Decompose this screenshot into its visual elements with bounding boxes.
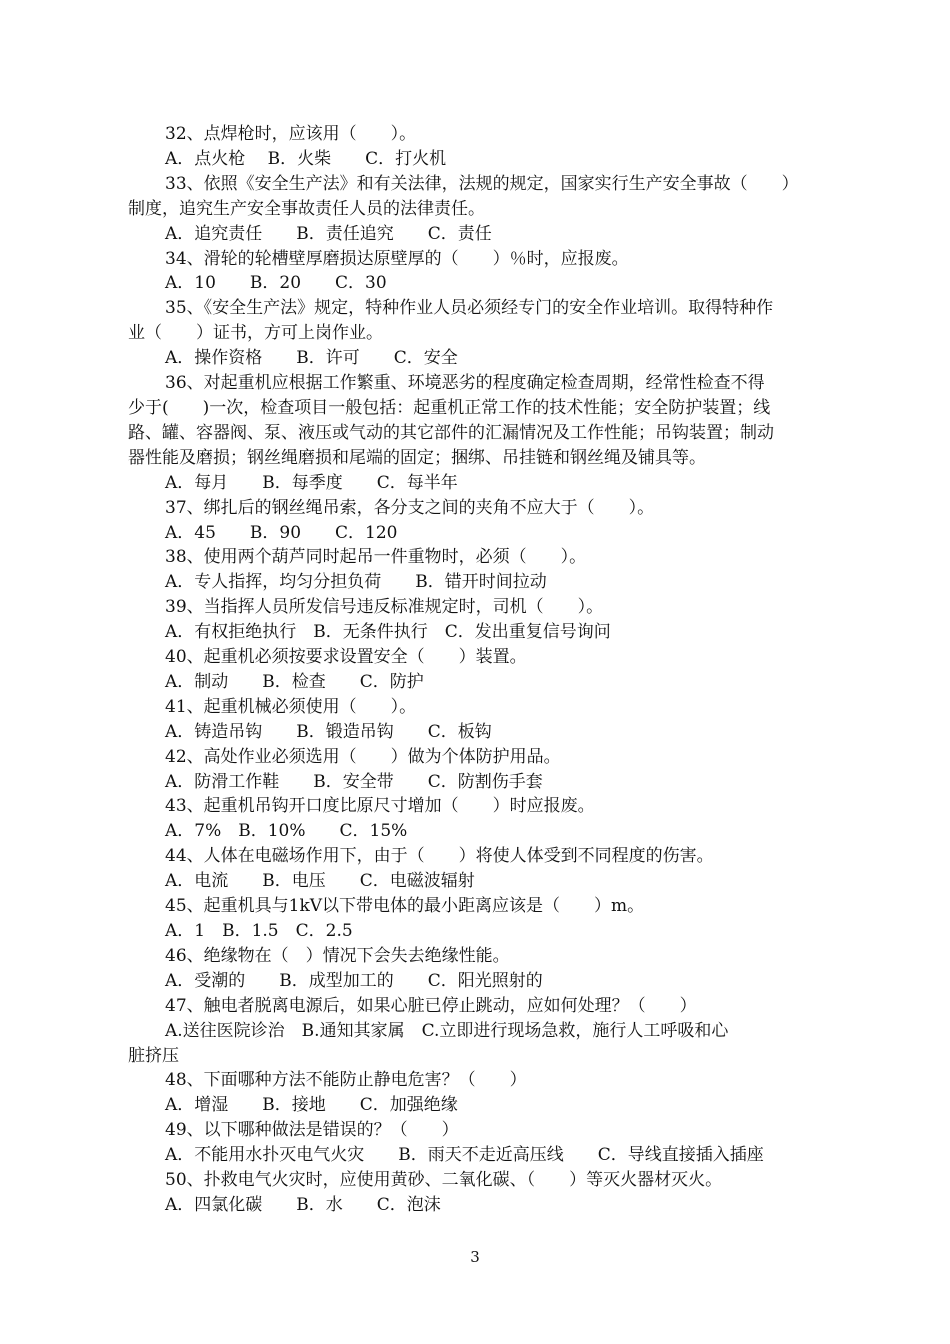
question-text: 39、当指挥人员所发信号违反标准规定时，司机（ ）。 (165, 597, 604, 618)
answer-options: A．追究责任 B．责任追究 C．责任 (165, 223, 492, 244)
answer-options: A．不能用水扑灭电气火灾 B．雨天不走近高压线 C．导线直接插入插座 (165, 1145, 764, 1166)
question-continuation: 业（ ）证书，方可上岗作业。 (128, 323, 383, 344)
question-text: 36、对起重机应根据工作繁重、环境恶劣的程度确定检查周期，经常性检查不得 (165, 373, 765, 394)
answer-options: A.送往医院诊治 B.通知其家属 C.立即进行现场急救，施行人工呼吸和心 (165, 1020, 729, 1041)
question-text: 43、起重机吊钩开口度比原尺寸增加（ ）时应报废。 (165, 796, 595, 817)
question-continuation: 器性能及磨损；钢丝绳磨损和尾端的固定；捆绑、吊挂链和钢丝绳及铺具等。 (128, 447, 706, 468)
answer-options: A．有权拒绝执行 B．无条件执行 C．发出重复信号询问 (165, 622, 611, 643)
answer-options: A．每月 B．每季度 C．每半年 (165, 472, 458, 493)
question-text: 40、起重机必须按要求设置安全（ ）装置。 (165, 647, 527, 668)
answer-options: A．7% B．10% C．15% (165, 821, 408, 842)
answer-options: A．制动 B．检查 C．防护 (165, 671, 424, 692)
question-text: 47、触电者脱离电源后，如果心脏已停止跳动，应如何处理？（ ） (165, 995, 697, 1016)
question-continuation: 制度，追究生产安全事故责任人员的法律责任。 (128, 198, 485, 219)
question-text: 34、滑轮的轮槽壁厚磨损达原壁厚的（ ）％时，应报废。 (165, 248, 629, 269)
question-continuation: 路、罐、容器阀、泵、液压或气动的其它部件的汇漏情况及工作性能；吊钩装置；制动 (128, 422, 774, 443)
question-text: 46、绝缘物在（ ）情况下会失去绝缘性能。 (165, 945, 510, 966)
question-text: 35、《安全生产法》规定，特种作业人员必须经专门的安全作业培训。取得特种作 (165, 298, 774, 319)
question-text: 38、使用两个葫芦同时起吊一件重物时，必须（ ）。 (165, 547, 587, 568)
answer-options: A．铸造吊钩 B．锻造吊钩 C．板钩 (165, 721, 492, 742)
answer-options: A．操作资格 B．许可 C．安全 (165, 348, 458, 369)
question-text: 33、依照《安全生产法》和有关法律，法规的规定，国家实行生产安全事故（ ） (165, 173, 799, 194)
answer-options: A．1 B．1.5 C．2.5 (165, 921, 353, 941)
question-text: 44、人体在电磁场作用下，由于（ ）将使人体受到不同程度的伤害。 (165, 846, 714, 867)
question-continuation: 脏挤压 (128, 1045, 179, 1066)
question-text: 42、高处作业必须选用（ ）做为个体防护用品。 (165, 746, 561, 767)
question-text: 48、下面哪种方法不能防止静电危害？（ ） (165, 1070, 527, 1091)
answer-options: A．45 B．90 C．120 (165, 522, 398, 543)
question-list (128, 122, 828, 1218)
answer-options: A．10 B．20 C．30 (165, 273, 387, 294)
answer-options: A．受潮的 B．成型加工的 C．阳光照射的 (165, 970, 543, 991)
page-number: 3 (470, 1248, 480, 1266)
question-continuation: 少于( )一次，检查项目一般包括：起重机正常工作的技术性能；安全防护装置；线 (128, 397, 771, 418)
question-text: 45、起重机具与1kV以下带电体的最小距离应该是（ ）m。 (165, 896, 645, 917)
question-text: 32、点焊枪时，应该用（ ）。 (165, 124, 417, 144)
question-text: 50、扑救电气火灾时，应使用黄砂、二氧化碳、（ ）等灭火器材灭火。 (165, 1170, 723, 1191)
answer-options: A．四氯化碳 B．水 C．泡沫 (165, 1194, 441, 1215)
answer-options: A．电流 B．电压 C．电磁波辐射 (165, 871, 475, 892)
question-text: 41、起重机械必须使用（ ）。 (165, 696, 417, 717)
answer-options: A．专人指挥，均匀分担负荷 B．错开时间拉动 (165, 572, 547, 593)
answer-options: A．增湿 B．接地 C．加强绝缘 (165, 1095, 458, 1116)
answer-options: A．防滑工作鞋 B．安全带 C．防割伤手套 (165, 771, 543, 792)
question-text: 49、以下哪种做法是错误的？（ ） (165, 1120, 459, 1141)
question-text: 37、绑扎后的钢丝绳吊索，各分支之间的夹角不应大于（ ）。 (165, 497, 655, 518)
answer-options: A．点火枪 B．火柴 C．打火机 (165, 148, 447, 169)
